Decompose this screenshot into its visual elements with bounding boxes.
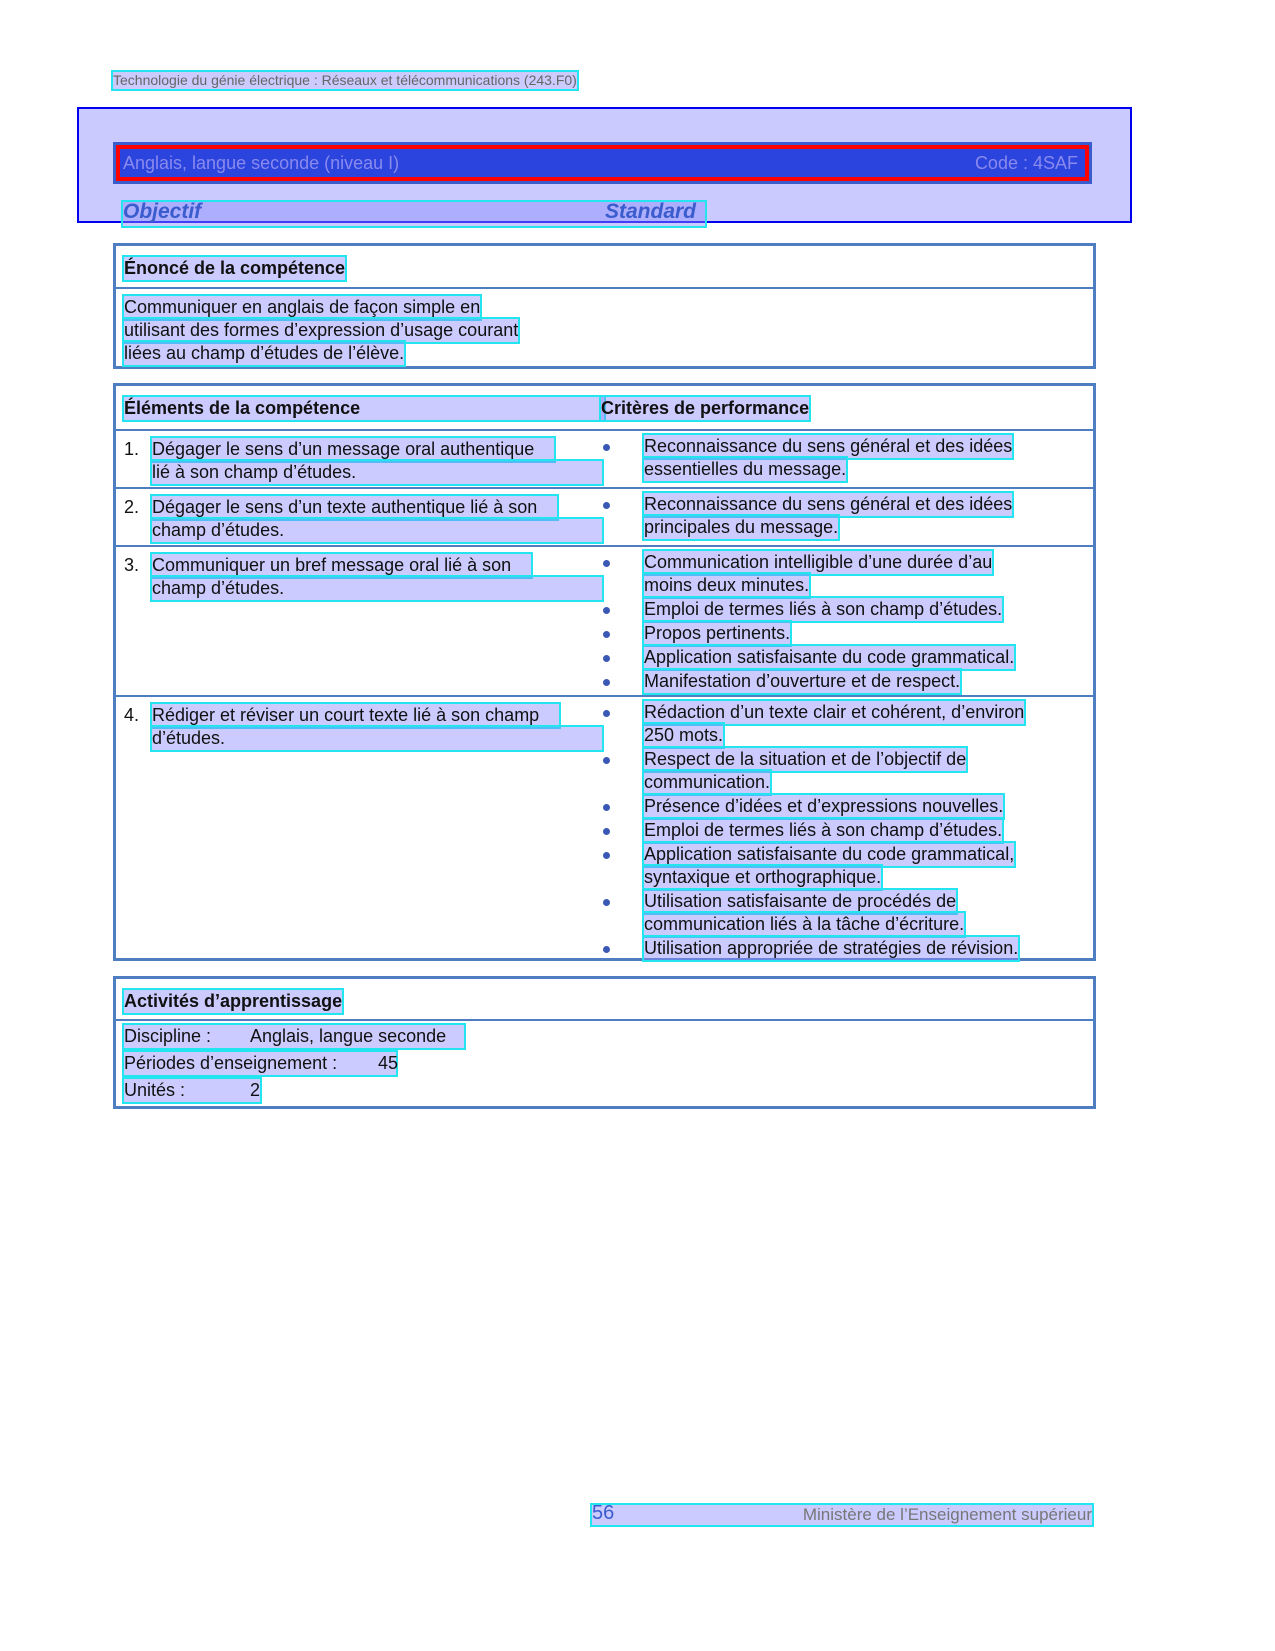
element-number: 2. bbox=[124, 497, 140, 517]
criterion-text: 250 mots. bbox=[644, 725, 724, 745]
unites-row bbox=[124, 1079, 260, 1102]
criterion-text: Reconnaissance du sens général et des idées bbox=[644, 436, 1013, 456]
criterion-text: essentielles du message. bbox=[644, 459, 847, 479]
criterion-text: Rédaction d’un texte clair et cohérent, d’environ bbox=[644, 702, 1025, 722]
bullet-icon bbox=[603, 560, 610, 567]
criterion-text: syntaxique et orthographique. bbox=[644, 867, 882, 887]
course-code: Code : 4SAF bbox=[974, 153, 1078, 173]
discipline-label: Discipline : bbox=[124, 1026, 212, 1046]
discipline-row bbox=[124, 1025, 464, 1048]
elements-heading: Éléments de la compétence bbox=[124, 397, 604, 420]
element-text: d’études. bbox=[152, 727, 602, 750]
element-text: Dégager le sens d’un texte authentique lié à son bbox=[152, 496, 557, 519]
criterion-text: communication. bbox=[644, 772, 771, 792]
bullet-icon bbox=[603, 710, 610, 717]
bullet-icon bbox=[603, 607, 610, 614]
criterion-text: Application satisfaisante du code grammatical. bbox=[644, 647, 1015, 667]
activites-table bbox=[113, 976, 1096, 1109]
bullet-icon bbox=[603, 679, 610, 686]
bullet-icon bbox=[603, 946, 610, 953]
bullet-icon bbox=[603, 804, 610, 811]
bullet-icon bbox=[603, 899, 610, 906]
enonce-line: liées au champ d’études de l’élève. bbox=[124, 343, 405, 363]
criterion-text: Respect de la situation et de l’objectif de bbox=[644, 749, 967, 769]
element-text: champ d’études. bbox=[152, 519, 602, 542]
course-title: Anglais, langue seconde (niveau I) bbox=[123, 153, 400, 173]
criterion-text: Reconnaissance du sens général et des idées bbox=[644, 494, 1013, 514]
criterion-text: Emploi de termes liés à son champ d’études. bbox=[644, 599, 1003, 619]
periodes-value: 45 bbox=[378, 1053, 399, 1073]
bullet-icon bbox=[603, 757, 610, 764]
criterion-text: Emploi de termes liés à son champ d’études. bbox=[644, 820, 1003, 840]
criterion-text: Utilisation appropriée de stratégies de révision. bbox=[644, 938, 1019, 958]
element-text: Rédiger et réviser un court texte lié à son champ bbox=[152, 704, 559, 727]
element-text: champ d’études. bbox=[152, 577, 602, 600]
discipline-value: Anglais, langue seconde bbox=[250, 1026, 447, 1046]
periodes-label: Périodes d’enseignement : bbox=[124, 1053, 338, 1073]
bullet-icon bbox=[603, 631, 610, 638]
program-header: Technologie du génie électrique : Réseaux et télécommunications (243.F0) bbox=[113, 72, 577, 88]
periodes-row bbox=[124, 1052, 399, 1075]
bullet-icon bbox=[603, 828, 610, 835]
element-number: 1. bbox=[124, 439, 140, 459]
criterion-text: Communication intelligible d’une durée d’au bbox=[644, 552, 993, 572]
bullet-icon bbox=[603, 502, 610, 509]
unites-value: 2 bbox=[250, 1080, 261, 1100]
page-number: 56 bbox=[592, 1502, 615, 1524]
criterion-text: Propos pertinents. bbox=[644, 623, 791, 643]
element-text: lié à son champ d’études. bbox=[152, 461, 602, 484]
footer bbox=[592, 1502, 1092, 1525]
activites-heading: Activités d’apprentissage bbox=[124, 991, 343, 1011]
ministry: Ministère de l’Enseignement supérieur bbox=[802, 1505, 1092, 1524]
element-number: 3. bbox=[124, 555, 140, 575]
elements-table bbox=[113, 383, 1096, 961]
bullet-icon bbox=[603, 852, 610, 859]
unites-label: Unités : bbox=[124, 1080, 186, 1100]
criterion-text: principales du message. bbox=[644, 517, 839, 537]
enonce-table bbox=[113, 243, 1096, 369]
enonce-line: utilisant des formes d’expression d’usage courant bbox=[124, 320, 519, 340]
criterion-text: communication liés à la tâche d’écriture. bbox=[644, 914, 965, 934]
criterion-text: Application satisfaisante du code grammatical, bbox=[644, 844, 1015, 864]
bullet-icon bbox=[603, 444, 610, 451]
element-text: Communiquer un bref message oral lié à son bbox=[152, 554, 531, 577]
criterion-text: moins deux minutes. bbox=[644, 575, 810, 595]
criterion-text: Présence d’idées et d’expressions nouvelles. bbox=[644, 796, 1004, 816]
criteria-heading: Critères de performance bbox=[601, 398, 810, 418]
element-number: 4. bbox=[124, 705, 140, 725]
bullet-icon bbox=[603, 655, 610, 662]
standard-label: Standard bbox=[605, 200, 697, 223]
criterion-text: Manifestation d’ouverture et de respect. bbox=[644, 671, 961, 691]
objectif-standard-row bbox=[123, 202, 705, 226]
enonce-line: Communiquer en anglais de façon simple en bbox=[124, 297, 481, 317]
criterion-text: Utilisation satisfaisante de procédés de bbox=[644, 891, 957, 911]
element-text: Dégager le sens d’un message oral authentique bbox=[152, 438, 554, 461]
course-bar bbox=[113, 142, 1092, 184]
enonce-heading: Énoncé de la compétence bbox=[124, 258, 346, 278]
objectif-label: Objectif bbox=[123, 200, 202, 223]
